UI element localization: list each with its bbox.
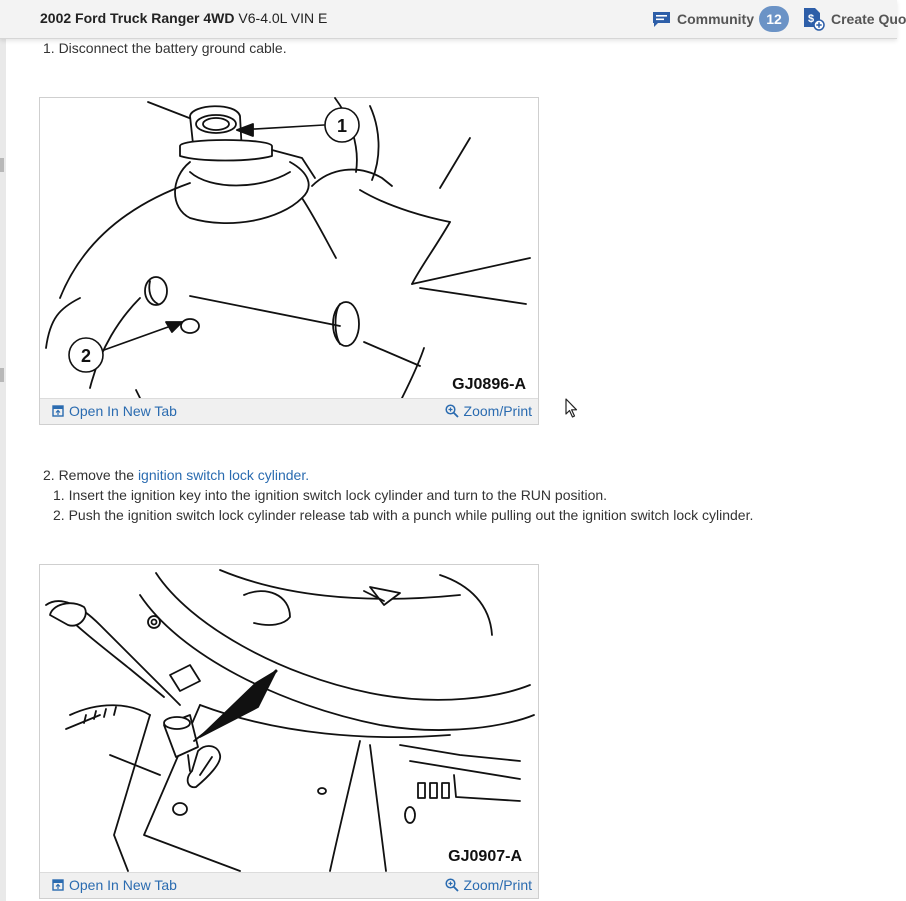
step-2-prefix: 2. Remove the bbox=[43, 467, 138, 483]
magnifier-plus-icon bbox=[445, 404, 459, 418]
figure-1-code: GJ0896-A bbox=[452, 376, 526, 393]
figure-2-actions bbox=[40, 872, 538, 898]
callout-2: 2 bbox=[80, 346, 92, 366]
step-1-text: 1. Disconnect the battery ground cable. bbox=[43, 40, 287, 56]
figure-1-actions bbox=[40, 398, 538, 424]
create-quote-button[interactable] bbox=[803, 6, 906, 32]
top-bar bbox=[0, 0, 906, 39]
figure-1-zoom-label: Zoom/Print bbox=[463, 403, 532, 419]
figure-1-open-label: Open In New Tab bbox=[69, 403, 177, 419]
community-label: Community bbox=[677, 11, 754, 27]
figure-2-open-label: Open In New Tab bbox=[69, 877, 177, 893]
substep-1-text: 1. Insert the ignition key into the ignition switch lock cylinder and turn to the RUN position. bbox=[53, 487, 608, 503]
callout-1: 1 bbox=[336, 116, 348, 136]
figure-1-zoom-print[interactable] bbox=[445, 403, 532, 419]
strip-mark bbox=[0, 158, 4, 172]
vehicle-name: 2002 Ford Truck Ranger 4WD bbox=[40, 10, 235, 26]
chat-bubble-icon bbox=[652, 11, 671, 28]
figure-2-zoom-print[interactable] bbox=[445, 877, 532, 893]
figure-2-open-new-tab[interactable] bbox=[52, 877, 177, 893]
figure-2 bbox=[39, 564, 539, 899]
vehicle-title bbox=[40, 10, 327, 26]
open-new-tab-icon bbox=[52, 879, 64, 891]
left-edge-strip bbox=[0, 38, 6, 901]
dollar-document-icon bbox=[803, 7, 825, 31]
strip-mark bbox=[0, 368, 4, 382]
community-count-badge: 12 bbox=[759, 6, 789, 32]
open-new-tab-icon bbox=[52, 405, 64, 417]
svg-text:$: $ bbox=[808, 13, 815, 25]
figure-2-zoom-label: Zoom/Print bbox=[463, 877, 532, 893]
magnifier-plus-icon bbox=[445, 878, 459, 892]
substep-2-text: 2. Push the ignition switch lock cylinder release tab with a punch while pulling out the ignition switch lock cylinder. bbox=[53, 507, 754, 523]
figure-1 bbox=[39, 97, 539, 425]
create-quote-label: Create Quo bbox=[831, 11, 906, 27]
vehicle-engine: V6-4.0L VIN E bbox=[238, 10, 328, 26]
ignition-diagram-1 bbox=[40, 98, 538, 398]
figure-2-code: GJ0907-A bbox=[448, 848, 522, 865]
community-button[interactable] bbox=[652, 6, 789, 32]
ignition-lock-cylinder-link[interactable]: ignition switch lock cylinder. bbox=[137, 467, 310, 483]
figure-1-open-new-tab[interactable] bbox=[52, 403, 177, 419]
mouse-pointer-icon bbox=[565, 398, 579, 418]
step-2-text bbox=[43, 467, 309, 483]
ignition-diagram-2 bbox=[40, 565, 538, 872]
